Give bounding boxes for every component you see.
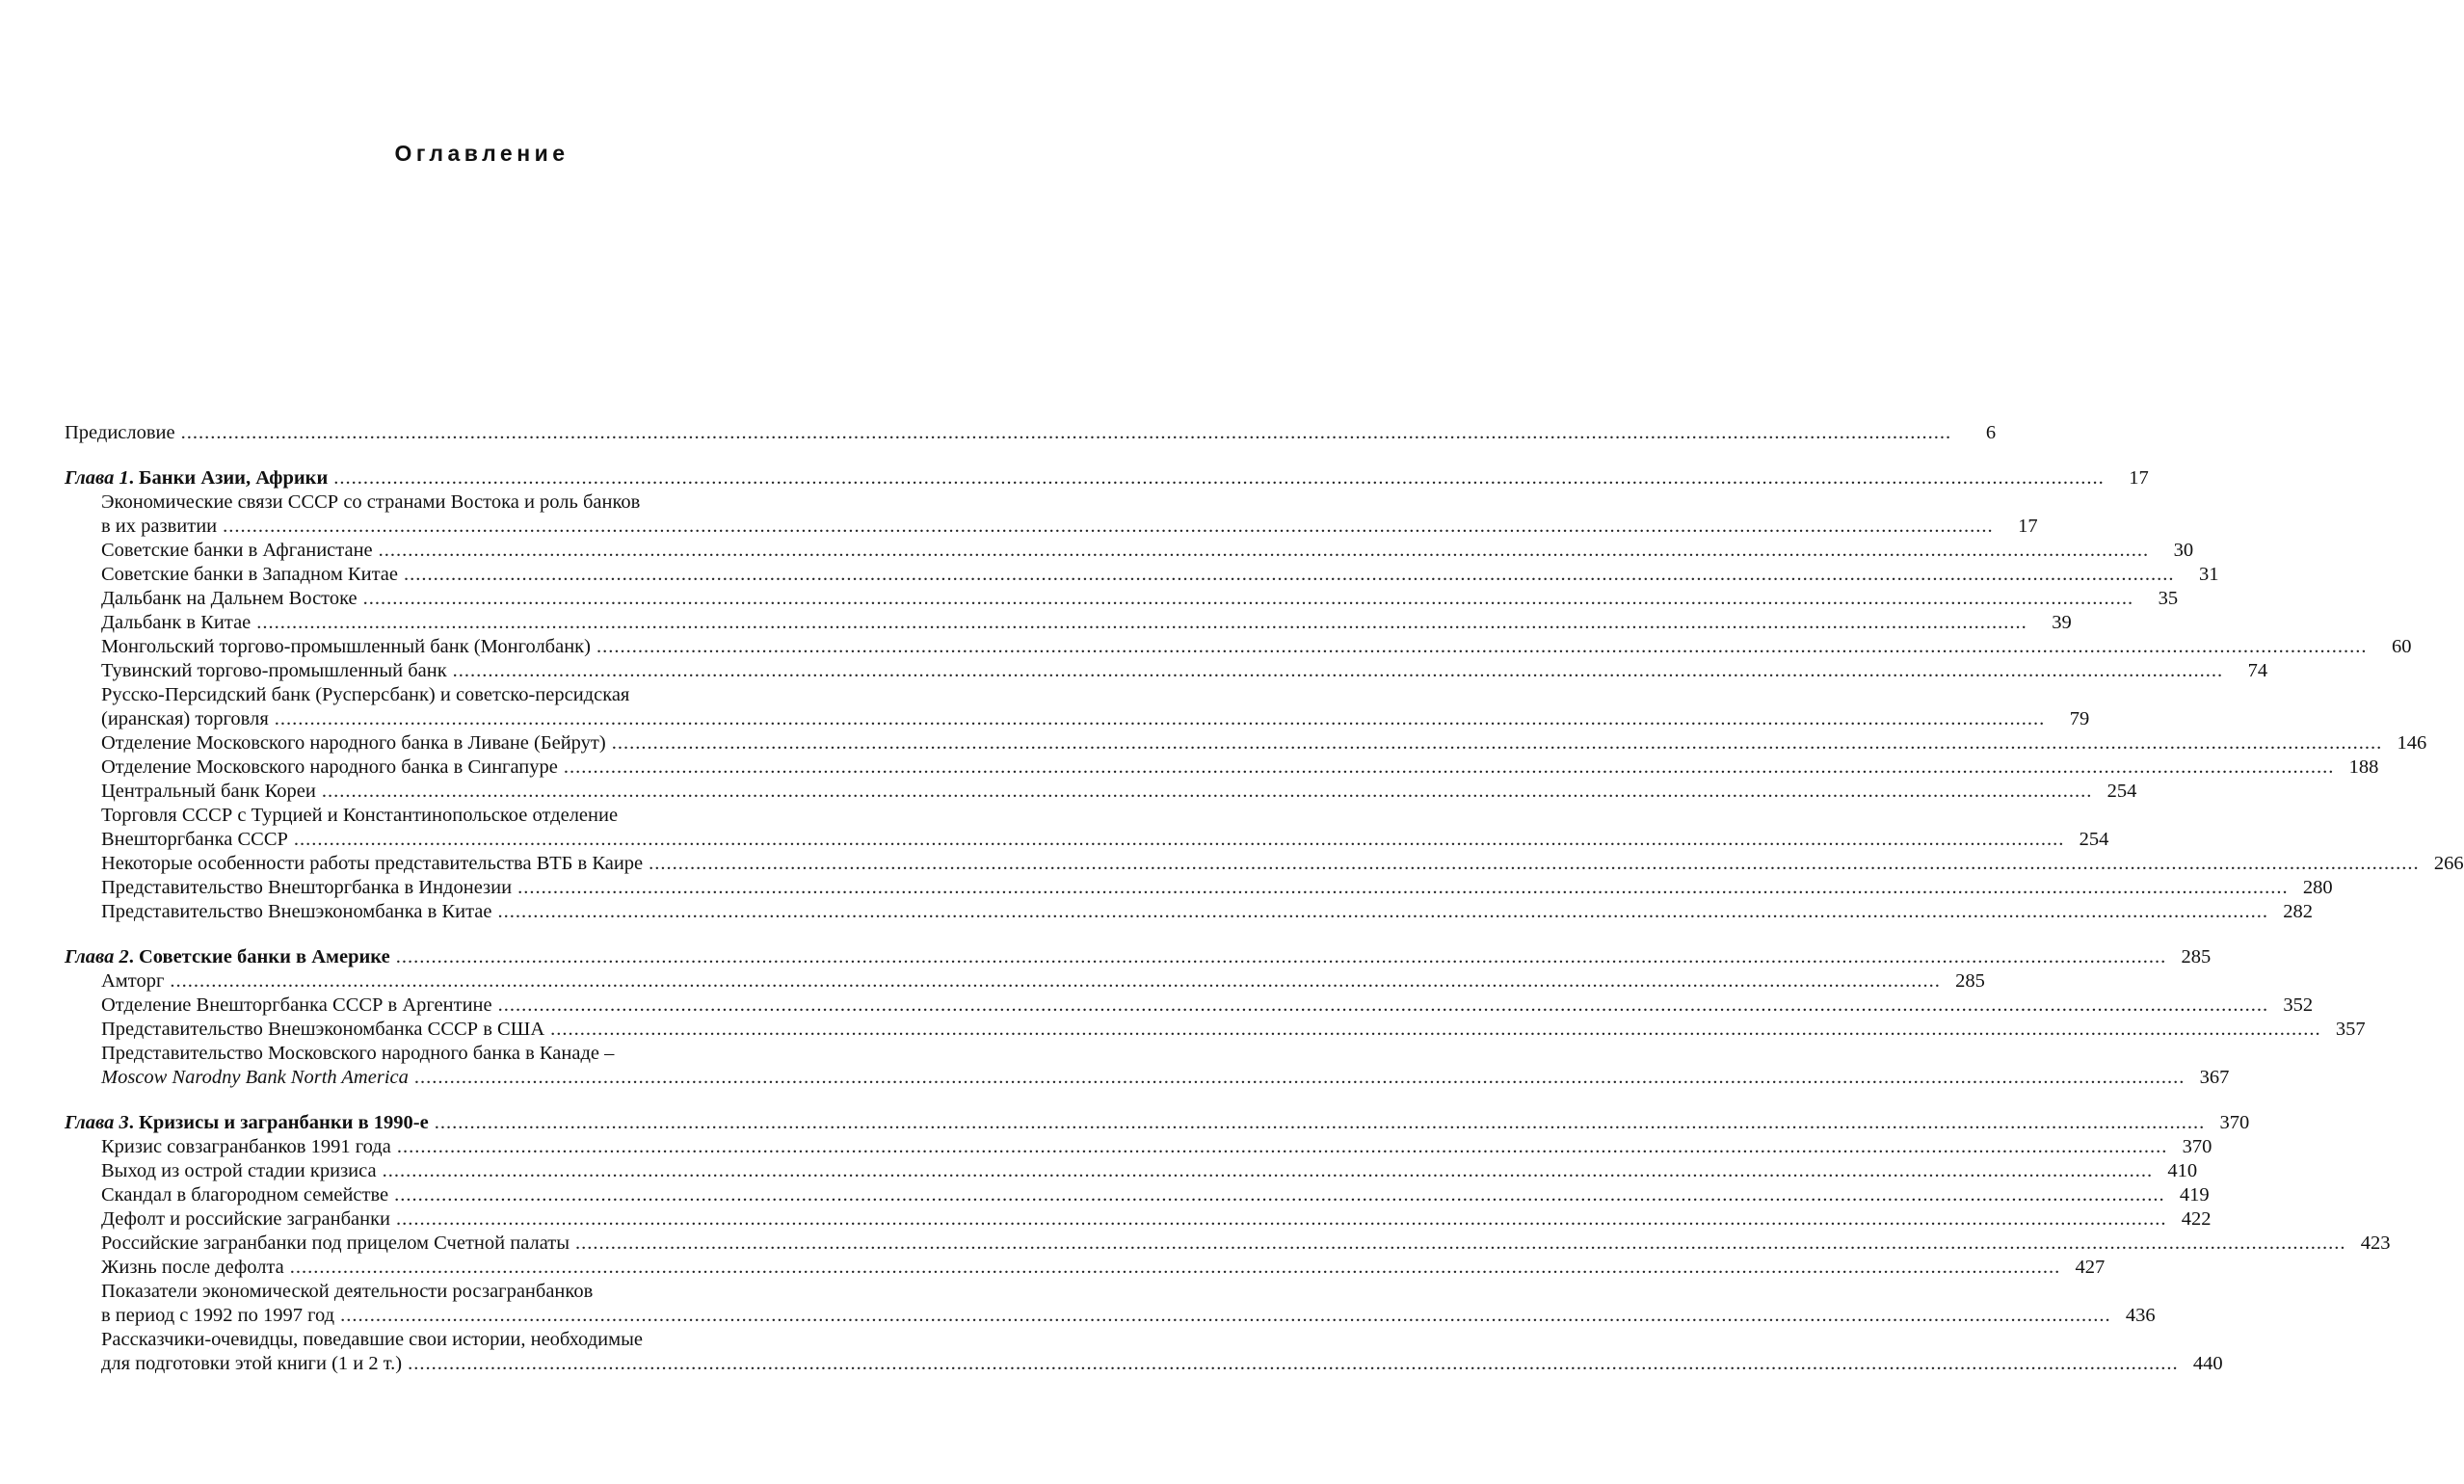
entry-title: Торговля СССР с Турцией и Константинопольское отделение <box>101 805 619 826</box>
entry-title: Некоторые особенности работы представительства ВТБ в Каире <box>101 853 644 874</box>
toc-chapter-entry <box>65 466 2149 490</box>
page-number: 60 <box>2391 636 2412 657</box>
toc-entry-line <box>65 804 822 828</box>
leader-dots: ............................................................................................................................................................................................................................................................................................................ <box>321 781 2093 802</box>
chapter-name: . Советские банки в Америке <box>128 946 390 967</box>
leader-dots: ............................................................................................................................................................................................................................................................................................................ <box>382 1160 2154 1181</box>
page-number: 282 <box>2283 901 2314 922</box>
chapter-label: Глава 2 <box>65 946 129 967</box>
page-number: 427 <box>2075 1257 2106 1278</box>
entry-title: Показатели экономической деятельности росзагранбанков <box>101 1281 594 1302</box>
entry-title: Монгольский торгово-промышленный банк (Монголбанк) <box>101 636 591 657</box>
chapter-label: Глава 3 <box>65 1112 129 1133</box>
leader-dots: ............................................................................................................................................................................................................................................................................................................ <box>596 636 2368 657</box>
entry-title: Российские загранбанки под прицелом Счетной палаты <box>101 1232 570 1254</box>
leader-dots: ............................................................................................................................................................................................................................................................................................................ <box>575 1232 2346 1254</box>
chapter-name: . Кризисы и загранбанки в 1990-е <box>128 1112 429 1133</box>
toc-entry <box>65 780 2137 804</box>
entry-title: Кризис совзагранбанков 1991 года <box>101 1136 391 1157</box>
chapter-label: Глава 1 <box>65 467 129 489</box>
entry-title: Рассказчики-очевидцы, поведавшие свои истории, необходимые <box>101 1329 643 1350</box>
leader-dots: ............................................................................................................................................................................................................................................................................................................ <box>223 516 1994 537</box>
entry-title: Дальбанк в Китае <box>101 612 252 633</box>
page-number: 31 <box>2198 564 2219 585</box>
page-number: 30 <box>2173 540 2194 561</box>
entry-title: Представительство Внешэкономбанка СССР в США <box>101 1019 545 1040</box>
page-number: 436 <box>2125 1305 2156 1326</box>
page-number: 17 <box>2129 467 2149 489</box>
leader-dots: ............................................................................................................................................................................................................................................................................................................ <box>256 612 2027 633</box>
leader-dots: ............................................................................................................................................................................................................................................................................................................ <box>289 1257 2061 1278</box>
leader-dots: ............................................................................................................................................................................................................................................................................................................ <box>611 732 2383 754</box>
toc-entry <box>65 1232 2391 1256</box>
entry-title: Жизнь после дефолта <box>101 1257 284 1278</box>
leader-dots: ............................................................................................................................................................................................................................................................................................................ <box>395 946 2167 967</box>
toc-entry <box>65 1207 2212 1232</box>
leader-dots: ............................................................................................................................................................................................................................................................................................................ <box>563 756 2335 778</box>
page-number: 357 <box>2335 1019 2366 1040</box>
toc-entry <box>65 515 2038 539</box>
leader-dots: ............................................................................................................................................................................................................................................................................................................ <box>333 467 2105 489</box>
toc-entry <box>65 876 2333 900</box>
page-number: 254 <box>2106 781 2137 802</box>
entry-title: в период с 1992 по 1997 год <box>101 1305 335 1326</box>
entry-title: Центральный банк Кореи <box>101 781 316 802</box>
toc-entry <box>65 611 2072 635</box>
toc-entry <box>65 587 2179 611</box>
leader-dots: ............................................................................................................................................................................................................................................................................................................ <box>434 1112 2206 1133</box>
page-number: 285 <box>2181 946 2212 967</box>
toc-entry-line <box>65 1042 822 1066</box>
toc-entry <box>65 1304 2156 1328</box>
leader-dots: ............................................................................................................................................................................................................................................................................................................ <box>497 901 2269 922</box>
page-number: 370 <box>2219 1112 2250 1133</box>
entry-title: Отделение Московского народного банка в Ливане (Бейрут) <box>101 732 606 754</box>
leader-dots: ............................................................................................................................................................................................................................................................................................................ <box>180 422 1952 443</box>
page-number: 423 <box>2360 1232 2391 1254</box>
leader-dots: ............................................................................................................................................................................................................................................................................................................ <box>550 1019 2321 1040</box>
entry-title: Амторг <box>101 970 165 992</box>
chapter-name: . Банки Азии, Африки <box>128 467 329 489</box>
entry-title: Русско-Персидский банк (Русперсбанк) и советско-персидская <box>101 684 630 705</box>
table-of-contents <box>65 421 2464 1376</box>
entry-title: Дефолт и российские загранбанки <box>101 1208 391 1230</box>
entry-title: Отделение Внешторгбанка СССР в Аргентине <box>101 994 492 1016</box>
toc-chapter-entry <box>65 1111 2250 1135</box>
toc-entry <box>65 731 2427 755</box>
toc-entry <box>65 755 2379 780</box>
page-number: 370 <box>2182 1136 2212 1157</box>
leader-dots: ............................................................................................................................................................................................................................................................................................................ <box>394 1184 2165 1206</box>
leader-dots: ............................................................................................................................................................................................................................................................................................................ <box>649 853 2420 874</box>
chapter-title <box>65 945 390 969</box>
page-number: 188 <box>2348 756 2379 778</box>
leader-dots: ............................................................................................................................................................................................................................................................................................................ <box>378 540 2150 561</box>
toc-entry <box>65 994 2314 1018</box>
entry-title: для подготовки этой книги (1 и 2 т.) <box>101 1353 403 1374</box>
leader-dots: ............................................................................................................................................................................................................................................................................................................ <box>396 1136 2168 1157</box>
toc-chapter-entry <box>65 945 2212 969</box>
entry-title: Скандал в благородном семействе <box>101 1184 389 1206</box>
leader-dots: ............................................................................................................................................................................................................................................................................................................ <box>362 588 2134 609</box>
entry-title: Внешторгбанка СССР <box>101 829 288 850</box>
toc-entry <box>65 1352 2223 1376</box>
page-number: 266 <box>2433 853 2464 874</box>
page-number: 422 <box>2181 1208 2212 1230</box>
leader-dots: ............................................................................................................................................................................................................................................................................................................ <box>293 829 2065 850</box>
toc-entry <box>65 1135 2212 1159</box>
toc-entry-line <box>65 1328 822 1352</box>
entry-title: Moscow Narodny Bank North America <box>101 1067 409 1088</box>
page-number: 410 <box>2167 1160 2198 1181</box>
entry-title: Дальбанк на Дальнем Востоке <box>101 588 358 609</box>
leader-dots: ............................................................................................................................................................................................................................................................................................................ <box>340 1305 2111 1326</box>
page-title: Оглавление <box>394 141 570 166</box>
toc-entry <box>65 852 2464 876</box>
toc-entry <box>65 1256 2106 1280</box>
page-number: 352 <box>2283 994 2314 1016</box>
page-number: 39 <box>2052 612 2072 633</box>
toc-entry <box>65 1018 2366 1042</box>
page-number: 280 <box>2302 877 2333 898</box>
leader-dots: ............................................................................................................................................................................................................................................................................................................ <box>408 1353 2179 1374</box>
page-number: 285 <box>1955 970 1985 992</box>
entry-title: Представительство Внешэкономбанка в Китае <box>101 901 492 922</box>
page-number: 74 <box>2247 660 2268 681</box>
leader-dots: ............................................................................................................................................................................................................................................................................................................ <box>497 994 2269 1016</box>
toc-entry-line <box>65 1280 822 1304</box>
chapter-title <box>65 1111 429 1135</box>
toc-entry <box>65 1066 2230 1090</box>
toc-entry <box>65 539 2194 563</box>
entry-title: Выход из острой стадии кризиса <box>101 1160 377 1181</box>
page-number: 254 <box>2079 829 2109 850</box>
entry-title: Представительство Внешторгбанка в Индонезии <box>101 877 513 898</box>
toc-entry <box>65 707 2090 731</box>
toc-entry <box>65 828 2109 852</box>
toc-entry <box>65 563 2219 587</box>
entry-title: Экономические связи СССР со странами Востока и роль банков <box>101 491 641 513</box>
page-number: 6 <box>1985 422 1997 443</box>
entry-title: Представительство Московского народного банка в Канаде – <box>101 1043 615 1064</box>
toc-entry <box>65 659 2268 683</box>
page-number: 440 <box>2192 1353 2223 1374</box>
leader-dots: ............................................................................................................................................................................................................................................................................................................ <box>413 1067 2186 1088</box>
toc-entry <box>65 900 2314 924</box>
toc-entry-line <box>65 683 822 707</box>
toc-entry <box>65 1183 2210 1207</box>
leader-dots: ............................................................................................................................................................................................................................................................................................................ <box>170 970 1941 992</box>
leader-dots: ............................................................................................................................................................................................................................................................................................................ <box>517 877 2289 898</box>
toc-entry <box>65 969 1985 994</box>
leader-dots: ............................................................................................................................................................................................................................................................................................................ <box>452 660 2224 681</box>
toc-entry <box>65 421 1997 445</box>
toc-entry <box>65 1159 2198 1183</box>
entry-title: в их развитии <box>101 516 218 537</box>
entry-title: Тувинский торгово-промышленный банк <box>101 660 447 681</box>
toc-entry <box>65 635 2412 659</box>
page-number: 35 <box>2158 588 2179 609</box>
leader-dots: ............................................................................................................................................................................................................................................................................................................ <box>274 708 2046 729</box>
chapter-title <box>65 466 328 490</box>
entry-title: Предисловие <box>65 422 175 443</box>
page-number: 17 <box>2018 516 2038 537</box>
page-number: 79 <box>2069 708 2090 729</box>
entry-title: (иранская) торговля <box>101 708 269 729</box>
leader-dots: ............................................................................................................................................................................................................................................................................................................ <box>403 564 2175 585</box>
entry-title: Отделение Московского народного банка в Сингапуре <box>101 756 558 778</box>
page-number: 419 <box>2179 1184 2210 1206</box>
entry-title: Советские банки в Афганистане <box>101 540 373 561</box>
entry-title: Советские банки в Западном Китае <box>101 564 398 585</box>
toc-entry-line <box>65 490 822 515</box>
page-number: 367 <box>2199 1067 2230 1088</box>
leader-dots: ............................................................................................................................................................................................................................................................................................................ <box>396 1208 2167 1230</box>
page-number: 146 <box>2397 732 2427 754</box>
